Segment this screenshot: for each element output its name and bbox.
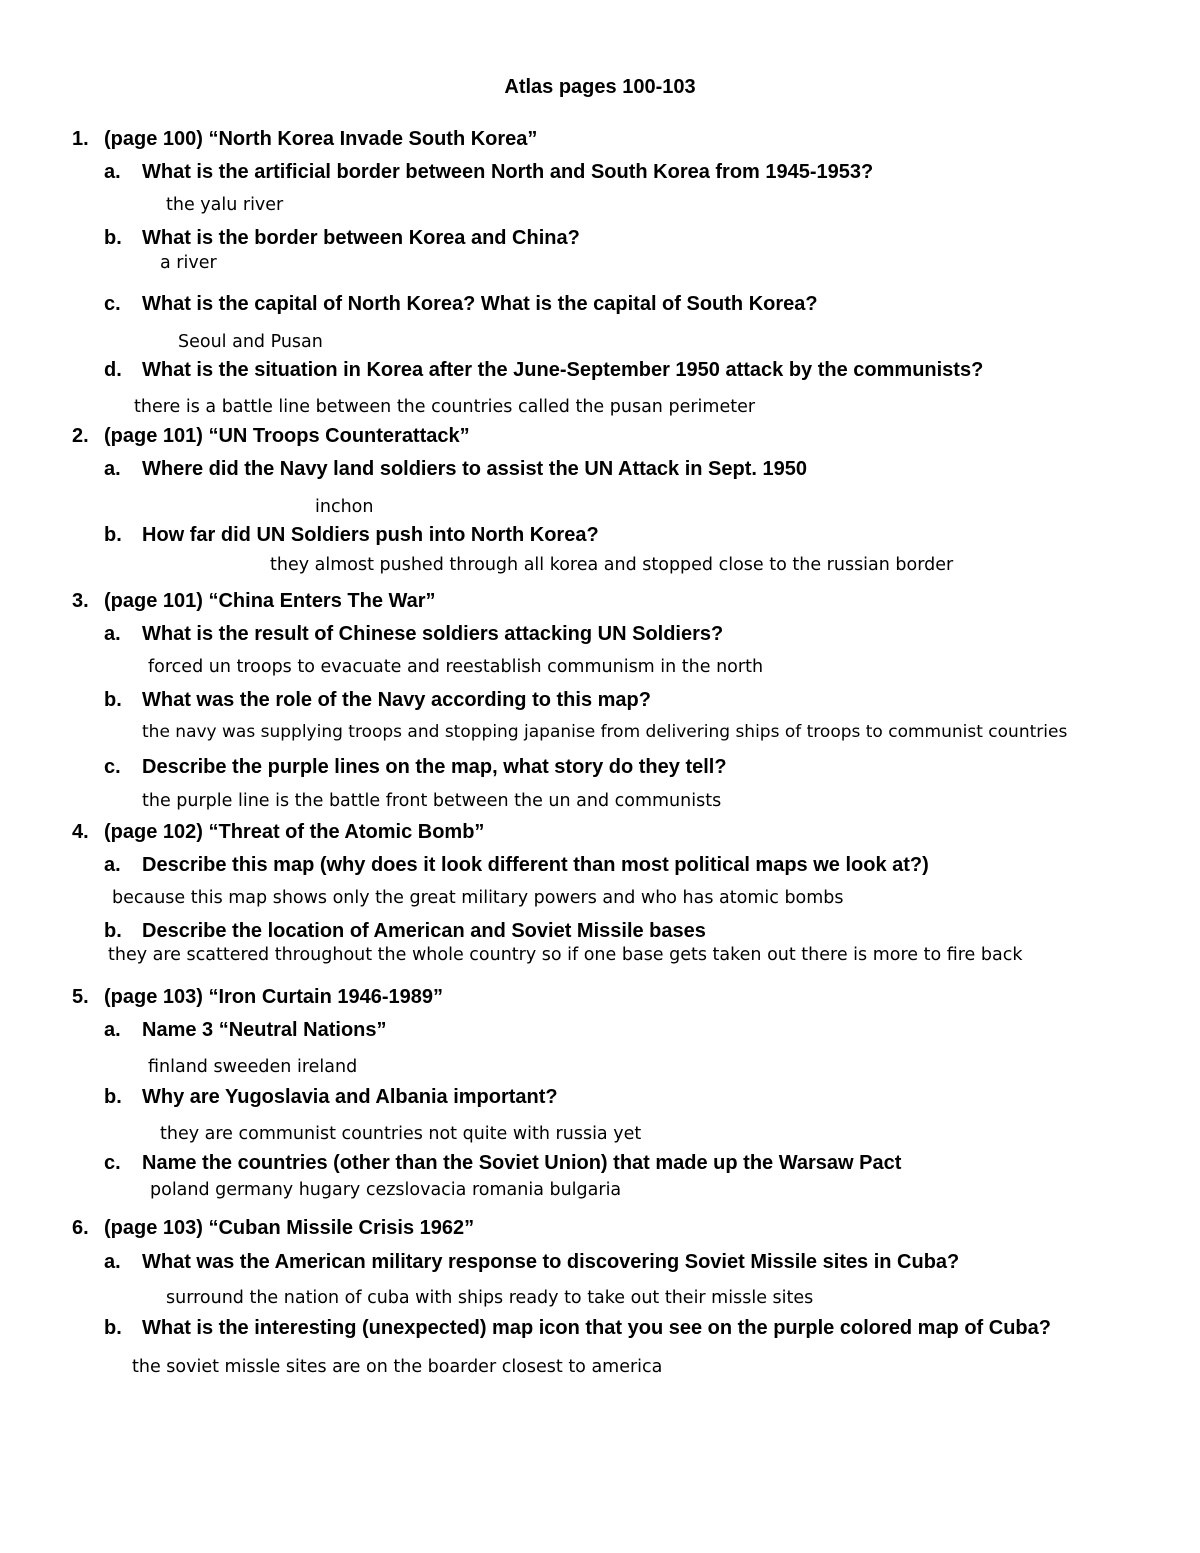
question-letter: b. [104,1317,122,1339]
answer-text: finland sweeden ireland [148,1057,358,1077]
answer-text: they are communist countries not quite with russia yet [160,1124,642,1144]
answer-text: the navy was supplying troops and stopping japanise from delivering ships of troops to communist countries [142,722,1068,742]
question-letter: c. [104,1152,121,1174]
question-letter: b. [104,920,122,942]
answer-text: the soviet missle sites are on the boarder closest to america [132,1357,663,1377]
answer-text: there is a battle line between the countries called the pusan perimeter [134,397,756,417]
question-letter: a. [104,854,121,876]
question-letter: c. [104,756,121,778]
question-text: How far did UN Soldiers push into North Korea? [142,524,599,546]
question-letter: d. [104,359,122,381]
section-heading: (page 103) “Cuban Missile Crisis 1962” [104,1217,475,1239]
section-heading: (page 100) “North Korea Invade South Korea” [104,128,538,150]
question-letter: a. [104,458,121,480]
section-number: 4. [72,821,89,843]
question-text: What is the interesting (unexpected) map icon that you see on the purple colored map of Cuba? [142,1317,1051,1339]
question-letter: a. [104,1251,121,1273]
section-heading: (page 101) “China Enters The War” [104,590,436,612]
answer-text: poland germany hugary cezslovacia romania bulgaria [150,1180,622,1200]
question-letter: a. [104,161,121,183]
section-number: 1. [72,128,89,150]
answer-text: surround the nation of cuba with ships ready to take out their missle sites [166,1288,814,1308]
question-letter: b. [104,689,122,711]
question-text: Describe the purple lines on the map, what story do they tell? [142,756,727,778]
question-text: What was the role of the Navy according to this map? [142,689,651,711]
section-number: 5. [72,986,89,1008]
question-letter: b. [104,524,122,546]
question-text: Why are Yugoslavia and Albania important? [142,1086,558,1108]
section-number: 3. [72,590,89,612]
question-letter: b. [104,227,122,249]
section-heading: (page 102) “Threat of the Atomic Bomb” [104,821,485,843]
answer-text: a river [160,253,217,273]
answer-text: Seoul and Pusan [178,332,323,352]
question-text: What is the situation in Korea after the June-September 1950 attack by the communists? [142,359,984,381]
answer-text: they are scattered throughout the whole country so if one base gets taken out there is more to fire back [108,945,1023,965]
question-text: Name the countries (other than the Soviet Union) that made up the Warsaw Pact [142,1152,902,1174]
question-text: Describe the location of American and Soviet Missile bases [142,920,706,942]
answer-text: the purple line is the battle front between the un and communists [142,791,722,811]
answer-text: the yalu river [166,195,284,215]
answer-text: because this map shows only the great military powers and who has atomic bombs [112,888,844,908]
question-text: What is the result of Chinese soldiers attacking UN Soldiers? [142,623,724,645]
answer-text: forced un troops to evacuate and reestablish communism in the north [148,657,764,677]
question-letter: a. [104,623,121,645]
question-text: What is the artificial border between North and South Korea from 1945-1953? [142,161,874,183]
question-text: Where did the Navy land soldiers to assist the UN Attack in Sept. 1950 [142,458,807,480]
question-text: Name 3 “Neutral Nations” [142,1019,387,1041]
section-number: 6. [72,1217,89,1239]
section-heading: (page 101) “UN Troops Counterattack” [104,425,470,447]
question-letter: a. [104,1019,121,1041]
question-letter: b. [104,1086,122,1108]
page-title: Atlas pages 100-103 [504,76,696,98]
question-text: What was the American military response to discovering Soviet Missile sites in Cuba? [142,1251,960,1273]
question-text: What is the capital of North Korea? What is the capital of South Korea? [142,293,818,315]
question-text: What is the border between Korea and China? [142,227,580,249]
question-letter: c. [104,293,121,315]
section-number: 2. [72,425,89,447]
section-heading: (page 103) “Iron Curtain 1946-1989” [104,986,444,1008]
answer-text: inchon [315,497,374,517]
question-text: Describe this map (why does it look different than most political maps we look at?) [142,854,929,876]
answer-text: they almost pushed through all korea and stopped close to the russian border [270,555,954,575]
